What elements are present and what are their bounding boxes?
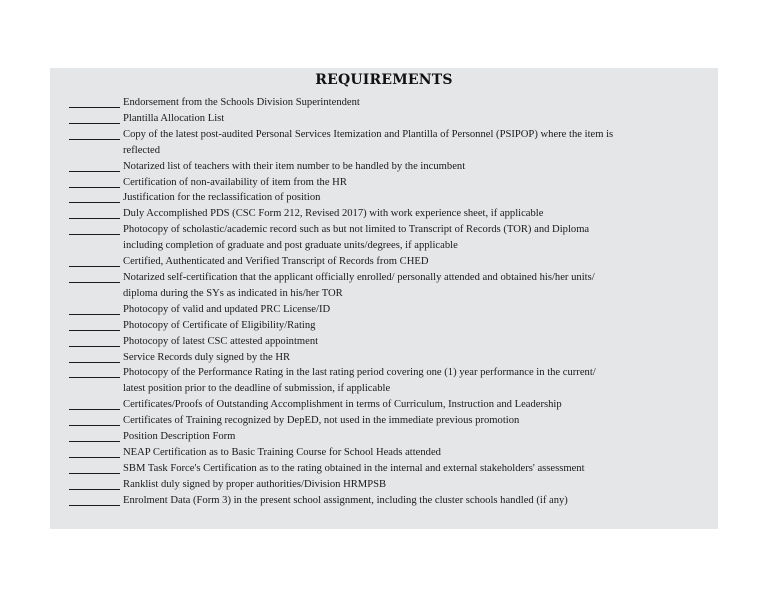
checkbox-blank-line: [69, 334, 120, 347]
requirement-text: [123, 334, 709, 350]
requirement-text: [123, 445, 709, 461]
requirement-item: [69, 206, 709, 222]
requirement-item: [69, 493, 709, 509]
requirement-item: [69, 111, 709, 127]
requirement-line: SBM Task Force's Certification as to the rating obtained in the internal and external stakeholders' assessment: [123, 462, 585, 474]
checkbox-blank-line: [69, 365, 120, 378]
requirement-text: [123, 270, 709, 302]
requirement-line: Photocopy of Certificate of Eligibility/Rating: [123, 319, 316, 331]
page-title: REQUIREMENTS: [315, 72, 453, 88]
requirement-line: Photocopy of scholastic/academic record such as but not limited to Transcript of Records (TOR) and Diploma: [123, 224, 590, 236]
requirement-item: [69, 175, 709, 191]
checkbox-blank-line: [69, 222, 120, 235]
requirement-text: [123, 365, 709, 397]
requirement-item: [69, 429, 709, 445]
requirement-text: [123, 493, 709, 509]
requirement-text: [123, 350, 709, 366]
requirement-line: Position Description Form: [123, 431, 236, 443]
requirement-text: [123, 206, 709, 222]
requirement-item: [69, 318, 709, 334]
requirements-sheet: [50, 68, 718, 529]
requirement-item: [69, 461, 709, 477]
requirement-line: Enrolment Data (Form 3) in the present school assignment, including the cluster schools handled (if any): [123, 494, 568, 506]
requirement-line: including completion of graduate and post graduate units/degrees, if applicable: [123, 240, 458, 252]
requirement-line: NEAP Certification as to Basic Training Course for School Heads attended: [123, 446, 441, 458]
requirement-line: Certificates of Training recognized by DepED, not used in the immediate previous promotion: [123, 415, 520, 427]
requirement-text: [123, 302, 709, 318]
checkbox-blank-line: [69, 318, 120, 331]
requirement-item: [69, 222, 709, 254]
requirement-text: [123, 254, 709, 270]
requirement-item: [69, 190, 709, 206]
requirement-text: [123, 318, 709, 334]
requirement-item: [69, 413, 709, 429]
checkbox-blank-line: [69, 461, 120, 474]
requirement-line: Notarized list of teachers with their item number to be handled by the incumbent: [123, 160, 466, 172]
requirement-line: latest position prior to the deadline of submission, if applicable: [123, 383, 391, 395]
requirement-text: [123, 175, 709, 191]
requirement-line: reflected: [123, 144, 161, 156]
requirements-list: [69, 95, 709, 509]
requirement-text: [123, 111, 709, 127]
requirement-line: Certification of non-availability of item from the HR: [123, 176, 347, 188]
requirement-line: Notarized self-certification that the applicant officially enrolled/ personally attended and obtained his/her units/: [123, 271, 595, 283]
requirement-text: [123, 95, 709, 111]
checkbox-blank-line: [69, 350, 120, 363]
requirement-text: [123, 461, 709, 477]
requirement-item: [69, 159, 709, 175]
requirement-item: [69, 302, 709, 318]
requirement-line: Photocopy of the Performance Rating in the last rating period covering one (1) year performance in the current/: [123, 367, 596, 379]
requirement-line: Justification for the reclassification of position: [123, 192, 321, 204]
requirement-item: [69, 350, 709, 366]
requirement-line: Duly Accomplished PDS (CSC Form 212, Revised 2017) with work experience sheet, if applicable: [123, 208, 544, 220]
requirement-text: [123, 127, 709, 159]
requirement-line: Copy of the latest post-audited Personal Services Itemization and Plantilla of Personnel (PSIPOP) where the item is: [123, 128, 614, 140]
requirement-text: [123, 429, 709, 445]
checkbox-blank-line: [69, 190, 120, 203]
requirement-line: Photocopy of valid and updated PRC License/ID: [123, 303, 331, 315]
requirement-item: [69, 365, 709, 397]
checkbox-blank-line: [69, 413, 120, 426]
requirement-line: Plantilla Allocation List: [123, 112, 225, 124]
checkbox-blank-line: [69, 429, 120, 442]
requirement-text: [123, 477, 709, 493]
requirement-line: Ranklist duly signed by proper authorities/Division HRMPSB: [123, 478, 387, 490]
requirement-item: [69, 334, 709, 350]
requirement-line: Service Records duly signed by the HR: [123, 351, 291, 363]
requirement-line: Certificates/Proofs of Outstanding Accomplishment in terms of Curriculum, Instruction and Leadership: [123, 399, 562, 411]
checkbox-blank-line: [69, 445, 120, 458]
requirement-item: [69, 254, 709, 270]
requirement-item: [69, 95, 709, 111]
requirement-line: diploma during the SYs as indicated in his/her TOR: [123, 287, 343, 299]
checkbox-blank-line: [69, 175, 120, 188]
requirement-line: Endorsement from the Schools Division Superintendent: [123, 97, 360, 108]
checkbox-blank-line: [69, 206, 120, 219]
checkbox-blank-line: [69, 127, 120, 140]
checkbox-blank-line: [69, 397, 120, 410]
requirement-item: [69, 270, 709, 302]
checkbox-blank-line: [69, 159, 120, 172]
requirement-item: [69, 445, 709, 461]
requirement-item: [69, 397, 709, 413]
checkbox-blank-line: [69, 270, 120, 283]
checkbox-blank-line: [69, 302, 120, 315]
checkbox-blank-line: [69, 477, 120, 490]
requirement-text: [123, 222, 709, 254]
requirement-text: [123, 397, 709, 413]
requirement-line: Certified, Authenticated and Verified Transcript of Records from CHED: [123, 256, 429, 268]
checkbox-blank-line: [69, 493, 120, 506]
checkbox-blank-line: [69, 254, 120, 267]
checkbox-blank-line: [69, 111, 120, 124]
requirement-item: [69, 477, 709, 493]
requirement-text: [123, 159, 709, 175]
checkbox-blank-line: [69, 95, 120, 108]
requirement-text: [123, 190, 709, 206]
requirement-item: [69, 127, 709, 159]
requirement-line: Photocopy of latest CSC attested appointment: [123, 335, 319, 347]
requirement-text: [123, 413, 709, 429]
